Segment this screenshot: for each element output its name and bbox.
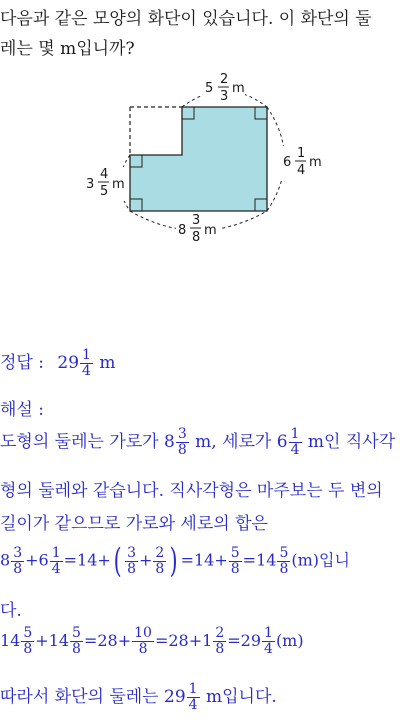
svg-text:4: 4 bbox=[297, 163, 306, 178]
label-right bbox=[280, 146, 324, 180]
svg-text:m: m bbox=[204, 223, 217, 238]
explanation-line-1: 도형의 둘레는 가로가 8 $\frac{3}{8}$ m, 세로가 6 $\frac{1}{4}$ m인 직사각 bbox=[0, 426, 396, 458]
svg-text:2: 2 bbox=[220, 72, 229, 87]
svg-text:1: 1 bbox=[297, 146, 306, 161]
answer-whole: 29 bbox=[57, 353, 80, 373]
svg-text:4: 4 bbox=[100, 167, 109, 182]
svg-text:3: 3 bbox=[220, 89, 229, 104]
svg-text:3: 3 bbox=[192, 213, 201, 228]
svg-text:8: 8 bbox=[192, 230, 201, 245]
question-line-2: 레는 몇 m입니까? bbox=[0, 39, 135, 59]
svg-text:3: 3 bbox=[86, 177, 95, 192]
label-left bbox=[84, 167, 128, 201]
explanation-line-2: 형의 둘레와 같습니다. 직사각형은 마주보는 두 변의 bbox=[0, 481, 383, 501]
svg-text:8: 8 bbox=[178, 223, 187, 238]
answer-fraction: $\frac{1}{4}$ bbox=[82, 347, 91, 379]
explanation-label: 해설 : bbox=[0, 400, 44, 420]
garden-shape bbox=[130, 107, 267, 211]
equation-line-2: 14 $\frac{5}{8}$ +14 $\frac{5}{8}$ =28+ $\frac{10}{8}$ =28+1 $\frac{2}{8}$ =29 $\frac{1}{4}$ (m) bbox=[0, 625, 304, 657]
explanation-line-5: 다. bbox=[0, 601, 22, 621]
svg-text:m: m bbox=[309, 155, 322, 170]
final-answer-line: 따라서 화단의 둘레는 29 $\frac{1}{4}$ m입니다. bbox=[0, 681, 277, 713]
question-line-1: 다음과 같은 모양의 화단이 있습니다. 이 화단의 둘 bbox=[0, 9, 372, 29]
garden-figure bbox=[80, 70, 330, 250]
label-top bbox=[203, 72, 245, 106]
svg-text:m: m bbox=[112, 177, 125, 192]
dashed-corner-outline bbox=[130, 107, 183, 155]
answer-line bbox=[0, 348, 115, 379]
explanation-line-3: 길이가 같으므로 가로와 세로의 합은 bbox=[0, 514, 268, 534]
svg-text:5: 5 bbox=[100, 184, 109, 199]
answer-unit: m bbox=[99, 353, 116, 373]
label-bottom bbox=[176, 213, 220, 247]
answer-label: 정답 : bbox=[0, 353, 44, 373]
svg-text:6: 6 bbox=[283, 155, 292, 170]
equation-line-1: 8 $\frac{3}{8}$ +6 $\frac{1}{4}$ =14+( $\frac{3}{8}$ + $\frac{2}{8}$ ) =14+ $\frac{5}{8}$ =14 $\frac{5}{8}$ (m)입니 bbox=[0, 541, 350, 581]
svg-text:5: 5 bbox=[205, 81, 214, 96]
svg-text:m: m bbox=[232, 81, 245, 96]
